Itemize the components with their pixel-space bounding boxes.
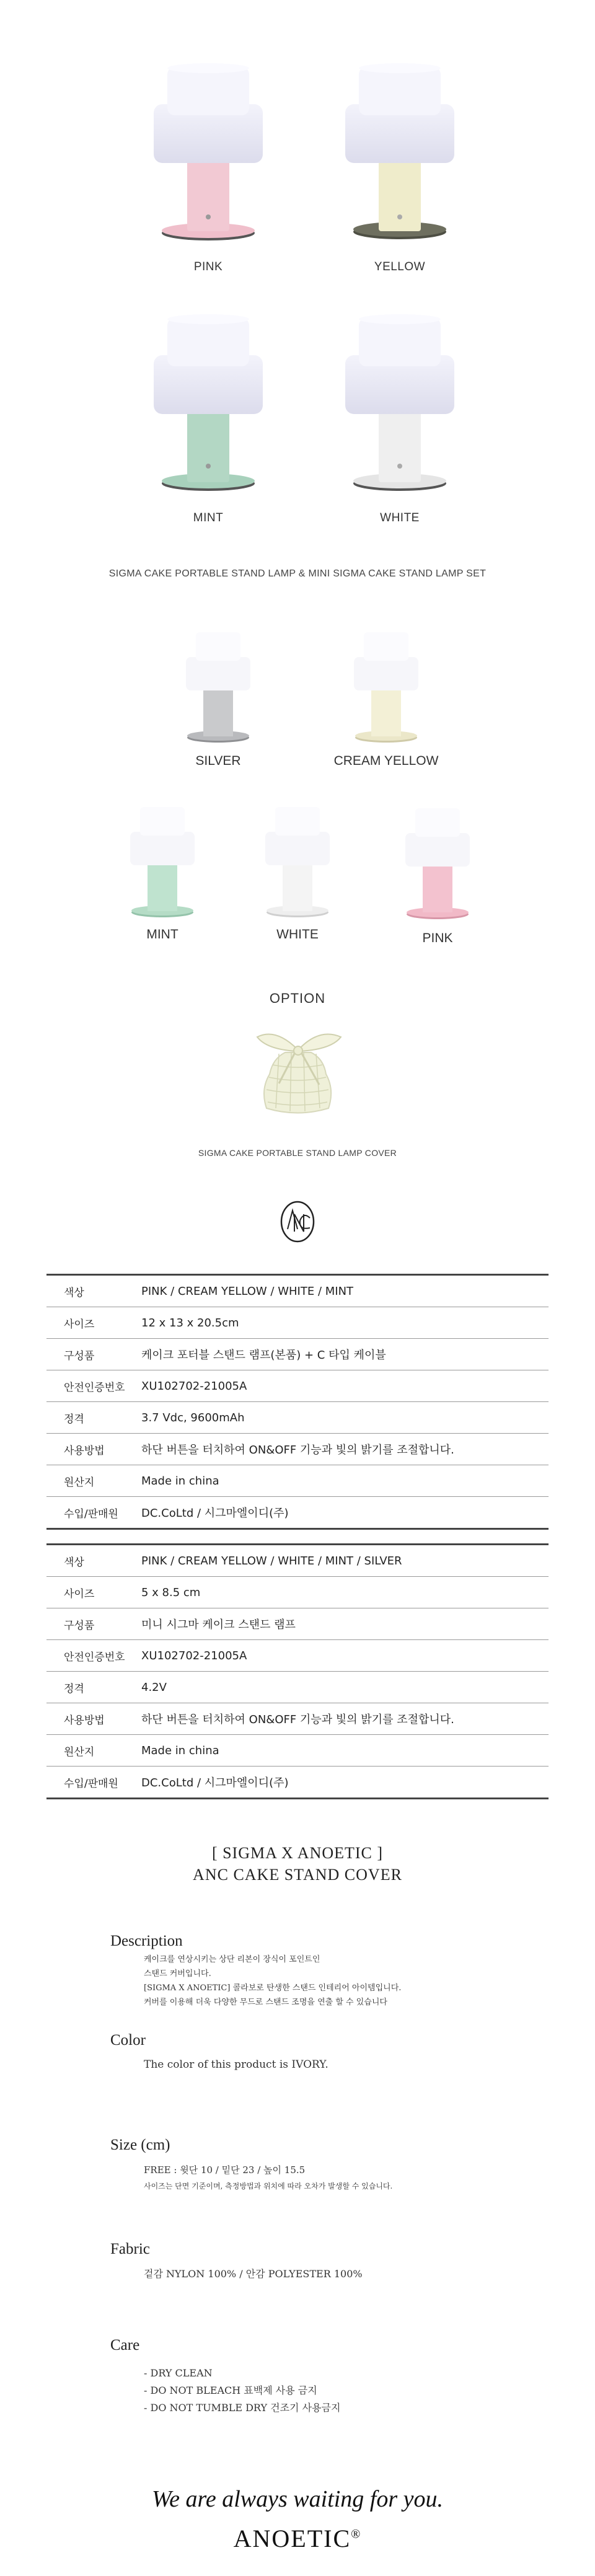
- mini-lamp-silver: [186, 632, 250, 743]
- mini-caption-cream-yellow: CREAM YELLOW: [333, 754, 439, 768]
- spec-row: [46, 1767, 549, 1799]
- spec-label: 사이즈: [64, 1587, 95, 1600]
- description-line: 스탠드 커버입니다.: [144, 1969, 211, 1978]
- spec-label: 구성품: [64, 1619, 95, 1632]
- spec-value: DC.CoLtd / 시그마엘이디(주): [141, 1507, 289, 1520]
- spec-value: 4.2V: [141, 1680, 167, 1694]
- spec-row: [46, 1577, 549, 1608]
- spec-row: [46, 1274, 549, 1307]
- option-caption: SIGMA CAKE PORTABLE STAND LAMP COVER: [198, 1148, 397, 1158]
- size-line2: 사이즈는 단면 기준이며, 측정방법과 위치에 따라 오차가 발생할 수 있습니다.: [144, 2182, 393, 2190]
- spec-label: 구성품: [64, 1349, 95, 1362]
- spec-value: DC.CoLtd / 시그마엘이디(주): [141, 1776, 289, 1789]
- spec-label: 색상: [64, 1286, 84, 1299]
- caption-yellow: YELLOW: [374, 260, 426, 273]
- spec-label: 원산지: [64, 1745, 95, 1758]
- spec-label: 사용방법: [64, 1714, 105, 1727]
- caption-pink: PINK: [193, 260, 223, 273]
- set-title: SIGMA CAKE PORTABLE STAND LAMP & MINI SIGMA CAKE STAND LAMP SET: [108, 568, 487, 579]
- spec-row: [46, 1703, 549, 1735]
- description-line: [SIGMA X ANOETIC] 콜라보로 탄생한 스탠드 인테리어 아이템입니다.: [144, 1983, 402, 1993]
- caption-mint: MINT: [193, 511, 224, 524]
- spec-label: 사이즈: [64, 1318, 95, 1331]
- spec-label: 안전인증번호: [64, 1651, 125, 1664]
- spec-label: 수입/판매원: [64, 1507, 118, 1520]
- size-line1: FREE : 윗단 10 / 밑단 23 / 높이 15.5: [144, 2164, 306, 2176]
- description-body: [144, 1952, 401, 2009]
- spec-row: [46, 1497, 549, 1530]
- spec-row: [46, 1339, 549, 1370]
- mini-caption-white: WHITE: [276, 927, 319, 942]
- cover-title-line1: [ SIGMA X ANOETIC ]: [211, 1844, 384, 1862]
- caption-white: WHITE: [380, 511, 420, 524]
- spec-value: 미니 시그마 케이크 스탠드 램프: [141, 1618, 296, 1631]
- spec-value: 하단 버튼을 터치하여 ON&OFF 기능과 빛의 밝기를 조절합니다.: [141, 1444, 454, 1457]
- description-line: 케이크를 연상시키는 상단 리본이 장식이 포인트인: [144, 1955, 320, 1964]
- mini-lamp-mint: [130, 807, 195, 917]
- care-list: [144, 2365, 340, 2417]
- spec-label: 정격: [64, 1413, 84, 1426]
- spec-value: XU102702-21005A: [141, 1649, 247, 1662]
- cover-title-line2: ANC CAKE STAND COVER: [193, 1866, 402, 1884]
- spec-label: 사용방법: [64, 1444, 105, 1457]
- mini-caption-pink: PINK: [422, 931, 453, 945]
- spec-value: 5 x 8.5 cm: [141, 1586, 201, 1599]
- color-heading: Color: [110, 2032, 146, 2049]
- mini-caption-silver: SILVER: [195, 754, 241, 768]
- lamp-mint: [154, 314, 263, 491]
- care-item: - DO NOT BLEACH 표백제 사용 금지: [144, 2384, 317, 2396]
- spec-value: PINK / CREAM YELLOW / WHITE / MINT / SILVER: [141, 1554, 402, 1568]
- spec-row: [46, 1735, 549, 1767]
- care-item: - DO NOT TUMBLE DRY 건조기 사용금지: [144, 2402, 341, 2414]
- description-line: 커버를 이용해 더욱 다양한 무드로 스탠드 조명을 연출 할 수 있습니다: [144, 1998, 387, 2007]
- anoetic-monogram-logo: [279, 1199, 316, 1244]
- spec-value: 12 x 13 x 20.5cm: [141, 1316, 239, 1330]
- spec-value: Made in china: [141, 1474, 219, 1488]
- registered-mark: ®: [351, 2527, 362, 2541]
- spec-value: XU102702-21005A: [141, 1379, 247, 1393]
- care-item: - DRY CLEAN: [144, 2367, 213, 2379]
- spec-row: [46, 1672, 549, 1703]
- lamp-pink-stem: [187, 158, 229, 231]
- mini-caption-mint: MINT: [146, 927, 178, 942]
- care-heading: Care: [110, 2337, 140, 2353]
- spec-table-stand-lamp: [46, 1274, 549, 1530]
- spec-row: [46, 1608, 549, 1640]
- footer-tagline: We are always waiting for you.: [151, 2486, 444, 2512]
- lamp-yellow-stem: [379, 158, 421, 231]
- size-heading: Size (cm): [110, 2137, 170, 2153]
- lamp-cover-image: [242, 1015, 353, 1133]
- mini-lamp-cream-yellow: [354, 632, 418, 743]
- lamp-mint-stem: [187, 409, 229, 482]
- spec-row: [46, 1402, 549, 1434]
- spec-value: 3.7 Vdc, 9600mAh: [141, 1411, 245, 1424]
- mini-lamp-pink: [405, 808, 470, 919]
- spec-value: PINK / CREAM YELLOW / WHITE / MINT: [141, 1284, 354, 1298]
- description-heading: Description: [110, 1933, 183, 1949]
- spec-row: [46, 1640, 549, 1672]
- spec-label: 안전인증번호: [64, 1381, 125, 1394]
- color-text: The color of this product is IVORY.: [144, 2058, 328, 2071]
- spec-label: 색상: [64, 1556, 84, 1569]
- fabric-text: 겉감 NYLON 100% / 안감 POLYESTER 100%: [144, 2268, 363, 2280]
- lamp-yellow: [345, 63, 454, 239]
- spec-table-mini-lamp: [46, 1543, 549, 1799]
- fabric-heading: Fabric: [110, 2241, 150, 2257]
- footer-brand-name: ANOETIC: [233, 2525, 351, 2552]
- spec-row: [46, 1465, 549, 1497]
- spec-label: 수입/판매원: [64, 1777, 118, 1790]
- large-lamps-illustration: [0, 0, 595, 558]
- spec-row: [46, 1543, 549, 1577]
- mini-lamps-illustration: [0, 620, 595, 967]
- option-heading: OPTION: [269, 990, 326, 1006]
- spec-label: 정격: [64, 1682, 84, 1695]
- spec-row: [46, 1307, 549, 1339]
- lamp-pink: [154, 63, 263, 240]
- spec-value: Made in china: [141, 1744, 219, 1757]
- spec-label: 원산지: [64, 1476, 95, 1489]
- lamp-white-stem: [379, 409, 421, 482]
- mini-lamp-white: [265, 807, 330, 917]
- spec-value: 케이크 포터블 스탠드 램프(본품) + C 타입 케이블: [141, 1349, 386, 1362]
- footer-brand: [0, 2524, 595, 2553]
- lamp-white: [345, 314, 454, 491]
- spec-value: 하단 버튼을 터치하여 ON&OFF 기능과 빛의 밝기를 조절합니다.: [141, 1713, 454, 1726]
- spec-row: [46, 1370, 549, 1402]
- spec-row: [46, 1434, 549, 1465]
